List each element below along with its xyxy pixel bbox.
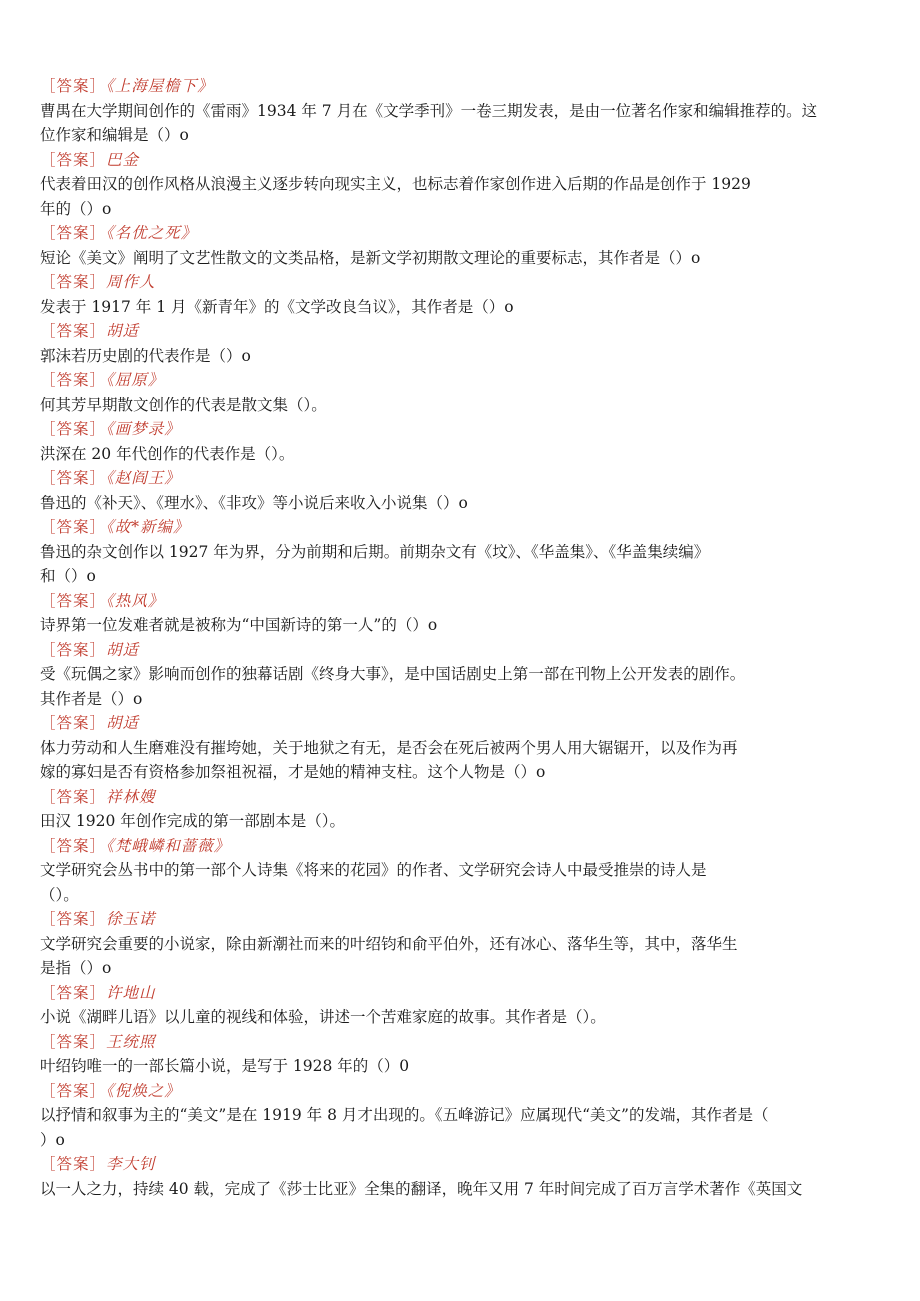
- answer-label: ［答案］: [40, 640, 107, 659]
- question-line: （）。: [40, 885, 79, 904]
- answer-text: 王统照: [106, 1032, 156, 1051]
- question-line: 小说《湖畔儿语》以儿童的视线和体验，讲述一个苦难家庭的故事。其作者是（）。: [40, 1008, 606, 1026]
- question-line: 短论《美文》阐明了文艺性散文的文类品格，是新文学初期散文理论的重要标志，其作者是（）o: [40, 248, 701, 267]
- question-line: 文学研究会重要的小说家，除由新潮社而来的叶绍钧和俞平伯外，还有冰心、落华生等，其中，落华生: [40, 934, 738, 953]
- document-page: [40, 74, 880, 1201]
- answer-line: [40, 1079, 880, 1104]
- answer-line: [40, 270, 880, 295]
- answer-label: ［答案］: [40, 150, 107, 169]
- answer-label: ［答案］: [40, 371, 107, 389]
- answer-label: ［答案］: [40, 714, 107, 732]
- answer-line: [40, 589, 880, 614]
- answer-text: 胡适: [106, 640, 140, 659]
- answer-line: [40, 221, 880, 246]
- answer-text: 《梵峨嶙和蔷薇》: [106, 836, 231, 855]
- answer-line: [40, 1152, 880, 1177]
- answer-text: 李大钊: [106, 1155, 156, 1173]
- answer-label: ［答案］: [40, 591, 107, 610]
- answer-text: 胡适: [106, 322, 140, 340]
- answer-line: [40, 638, 880, 663]
- answer-label: ［答案］: [40, 322, 107, 340]
- answer-line: [40, 1030, 880, 1055]
- question-line: 代表着田汉的创作风格从浪漫主义逐步转向现实主义，也标志着作家创作进入后期的作品是创作于 1929: [40, 175, 751, 193]
- question-line: 年的（）o: [40, 199, 112, 218]
- question-line: 以抒情和叙事为主的“美文”是在 1919 年 8 月才出现的。《五峰游记》应属现代“美文”的发端，其作者是（: [40, 1106, 769, 1124]
- answer-text: 许地山: [106, 983, 156, 1002]
- answer-label: ［答案］: [40, 836, 107, 855]
- answer-label: ［答案］: [40, 787, 107, 806]
- answer-label: ［答案］: [40, 224, 107, 242]
- question-line: 鲁迅的《补天》、《理水》、《非攻》等小说后来收入小说集（）o: [40, 493, 468, 512]
- answer-label: ［答案］: [40, 273, 107, 291]
- answer-label: ［答案］: [40, 1155, 107, 1173]
- question-line: 洪深在 20 年代创作的代表作是（）。: [40, 444, 295, 463]
- answer-line: [40, 74, 880, 99]
- question-line: 是指（）o: [40, 959, 112, 977]
- question-line: 发表于 1917 年 1 月《新青年》的《文学改良刍议》，其作者是（）o: [40, 297, 514, 316]
- answer-line: [40, 981, 880, 1006]
- answer-line: [40, 319, 880, 344]
- answer-text: 徐玉诺: [106, 910, 156, 928]
- question-line: 郭沫若历史剧的代表作是（）o: [40, 346, 251, 365]
- answer-text: 《屈原》: [106, 371, 165, 389]
- answer-label: ［答案］: [40, 518, 107, 536]
- answer-text: 巴金: [106, 150, 140, 169]
- answer-label: ［答案］: [40, 1081, 107, 1100]
- answer-line: [40, 148, 880, 173]
- question-line: 叶绍钧唯一的一部长篇小说，是写于 1928 年的（）0: [40, 1057, 410, 1075]
- answer-line: [40, 368, 880, 393]
- answer-text: 《赵阎王》: [106, 469, 181, 487]
- question-line: 和（）o: [40, 567, 96, 585]
- answer-label: ［答案］: [40, 469, 107, 487]
- answer-label: ［答案］: [40, 77, 107, 95]
- question-line: 曹禺在大学期间创作的《雷雨》1934 年 7 月在《文学季刊》一卷三期发表，是由一位著名作家和编辑推荐的。这: [40, 101, 818, 120]
- question-line: ）o: [40, 1130, 65, 1149]
- answer-line: [40, 907, 880, 932]
- answer-text: 《上海屋檐下》: [106, 77, 214, 95]
- question-line: 何其芳早期散文创作的代表是散文集（）。: [40, 395, 327, 414]
- answer-text: 《名优之死》: [106, 224, 198, 242]
- answer-label: ［答案］: [40, 420, 107, 438]
- answer-line: [40, 834, 880, 859]
- answer-label: ［答案］: [40, 910, 107, 928]
- question-line: 鲁迅的杂文创作以 1927 年为界，分为前期和后期。前期杂文有《坟》、《华盖集》、《华盖集续编》: [40, 542, 710, 561]
- answer-text: 胡适: [106, 714, 140, 732]
- question-line: 嫁的寡妇是否有资格参加祭祖祝福，才是她的精神支柱。这个人物是（）o: [40, 763, 546, 781]
- answer-line: [40, 515, 880, 540]
- answer-line: [40, 466, 880, 491]
- answer-line: [40, 785, 880, 810]
- answer-line: [40, 417, 880, 442]
- answer-text: 周作人: [106, 273, 156, 291]
- answer-line: [40, 711, 880, 736]
- answer-text: 《热风》: [106, 591, 165, 610]
- question-line: 其作者是（）o: [40, 689, 143, 708]
- answer-text: 《倪焕之》: [106, 1081, 181, 1100]
- answer-text: 《故*新编》: [106, 518, 190, 536]
- question-line: 田汉 1920 年创作完成的第一部剧本是（）。: [40, 812, 346, 830]
- answer-text: 祥林嫂: [106, 787, 156, 806]
- question-line: 以一人之力，持续 40 载，完成了《莎士比亚》全集的翻译，晚年又用 7 年时间完成了百万言学术著作《英国文: [40, 1179, 803, 1198]
- answer-label: ［答案］: [40, 983, 107, 1002]
- answer-label: ［答案］: [40, 1032, 107, 1051]
- answer-text: 《画梦录》: [106, 420, 181, 438]
- question-line: 位作家和编辑是（）o: [40, 126, 189, 144]
- question-line: 文学研究会丛书中的第一部个人诗集《将来的花园》的作者、文学研究会诗人中最受推崇的诗人是: [40, 861, 707, 879]
- question-line: 体力劳动和人生磨难没有摧垮她，关于地狱之有无，是否会在死后被两个男人用大锯锯开，以及作为再: [40, 738, 738, 757]
- question-line: 受《玩偶之家》影响而创作的独幕话剧《终身大事》，是中国话剧史上第一部在刊物上公开发表的剧作。: [40, 665, 746, 683]
- question-line: 诗界第一位发难者就是被称为“中国新诗的第一人”的（）o: [40, 616, 438, 634]
